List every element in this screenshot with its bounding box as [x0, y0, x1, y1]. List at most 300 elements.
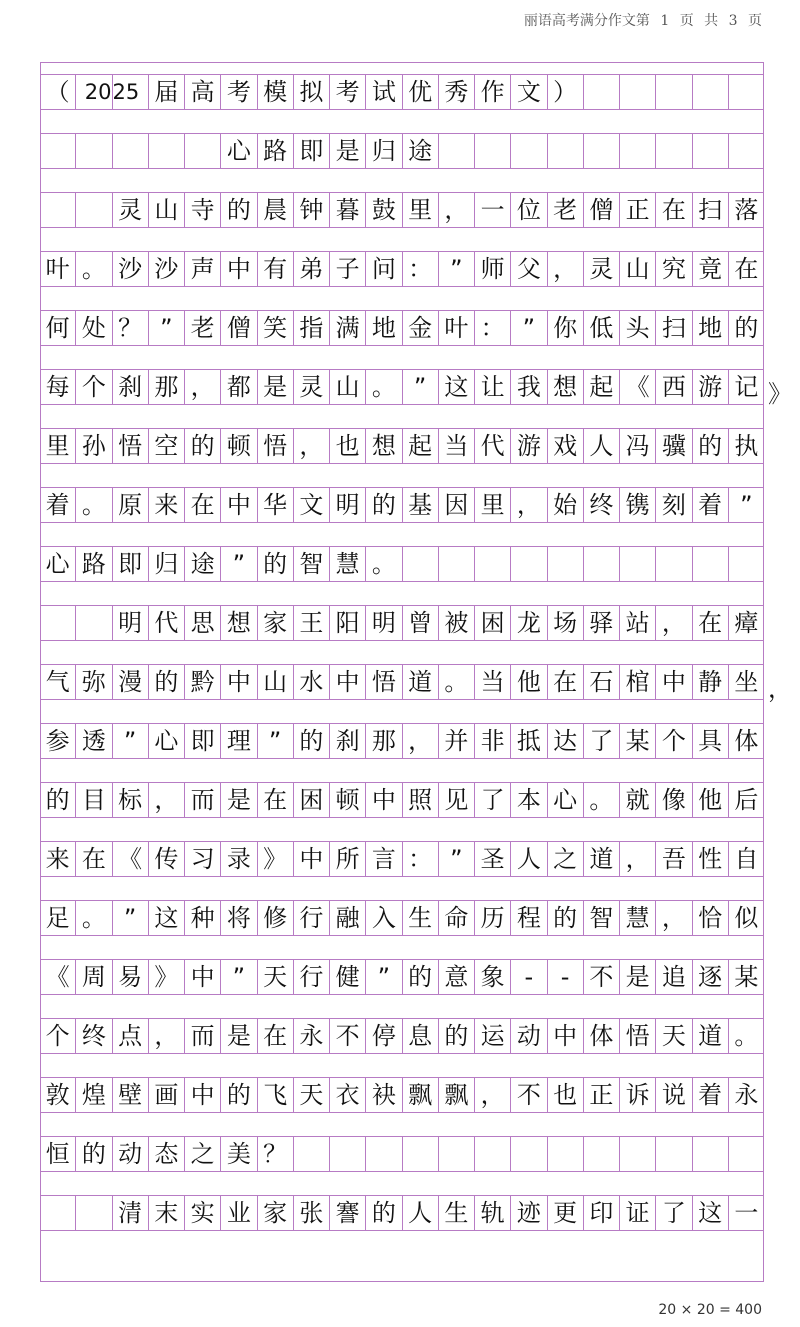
grid-cell: 运	[474, 1019, 510, 1053]
overflow-punctuation: 》	[768, 380, 792, 408]
grid-cell: 坐	[728, 665, 764, 699]
grid-cell: 文	[510, 75, 546, 109]
grid-cell: 》	[148, 960, 184, 994]
grid-cell: 印	[583, 1196, 619, 1230]
grid-cell: 诉	[619, 1078, 655, 1112]
grid-cell: 山	[619, 252, 655, 286]
grid-cell: 头	[619, 311, 655, 345]
grid-cell: 起	[402, 429, 438, 463]
grid-cell: 是	[329, 134, 365, 168]
grid-cell: 明	[112, 606, 148, 640]
grid-cell: 业	[220, 1196, 256, 1230]
grid-cell: 了	[655, 1196, 691, 1230]
grid-cell: 家	[257, 606, 293, 640]
grid-cell: 在	[257, 1019, 293, 1053]
grid-cell: 僧	[583, 193, 619, 227]
grid-cell: 飘	[438, 1078, 474, 1112]
grid-row	[40, 546, 764, 582]
grid-cell: ”	[510, 311, 546, 345]
grid-cell: 钟	[293, 193, 329, 227]
grid-cell: 易	[112, 960, 148, 994]
grid-cell: 的	[184, 429, 220, 463]
grid-cell: 言	[365, 842, 401, 876]
grid-cell: ）	[547, 75, 583, 109]
grid-cell: 灵	[293, 370, 329, 404]
grid-cell: 是	[220, 783, 256, 817]
empty-grid-cell	[510, 134, 546, 168]
grid-cell: 沙	[112, 252, 148, 286]
grid-row	[40, 959, 764, 995]
series-title: 丽语高考满分作文	[523, 13, 636, 29]
grid-cell: 了	[474, 783, 510, 817]
grid-row	[40, 841, 764, 877]
grid-row	[40, 369, 792, 408]
grid-cell: 届	[148, 75, 184, 109]
grid-cell: 的	[365, 1196, 401, 1230]
grid-cell: 道	[583, 842, 619, 876]
grid-cell: 程	[510, 901, 546, 935]
grid-cell: 中	[329, 665, 365, 699]
grid-cell: 智	[583, 901, 619, 935]
grid-cell: ？	[112, 311, 148, 345]
empty-grid-cell	[728, 75, 764, 109]
empty-grid-cell	[547, 547, 583, 581]
grid-cell: 驿	[583, 606, 619, 640]
grid-cell: 处	[75, 311, 111, 345]
grid-cell: 这	[438, 370, 474, 404]
grid-cell: 也	[547, 1078, 583, 1112]
grid-cell: 壁	[112, 1078, 148, 1112]
grid-cell: ，	[293, 429, 329, 463]
grid-cell: ，	[438, 193, 474, 227]
grid-cell: 的	[220, 193, 256, 227]
grid-cell: 拟	[293, 75, 329, 109]
grid-cell: 让	[474, 370, 510, 404]
grid-cell: 是	[619, 960, 655, 994]
empty-grid-cell	[619, 1137, 655, 1171]
empty-grid-cell	[40, 193, 75, 227]
grid-cell: 那	[148, 370, 184, 404]
grid-cell: 游	[510, 429, 546, 463]
page-header	[518, 10, 762, 30]
grid-cell: 慧	[329, 547, 365, 581]
grid-cell: 叶	[45, 255, 70, 283]
grid-cell: ：	[474, 311, 510, 345]
grid-cell: 着	[692, 488, 728, 522]
grid-cell: ”	[112, 901, 148, 935]
grid-cell: 中	[220, 665, 256, 699]
total-prefix: 共	[704, 13, 719, 29]
grid-row	[40, 1077, 764, 1113]
grid-cell: 中	[220, 252, 256, 286]
grid-cell: 。	[75, 901, 111, 935]
grid-cell: 的	[257, 547, 293, 581]
grid-row	[40, 428, 764, 464]
grid-cell: 究	[655, 252, 691, 286]
grid-cell: 天	[257, 960, 293, 994]
grid-cell: 的	[148, 665, 184, 699]
grid-cell: 。	[365, 370, 401, 404]
empty-grid-cell	[655, 547, 691, 581]
empty-grid-cell	[402, 547, 438, 581]
empty-grid-cell	[510, 547, 546, 581]
grid-cell: 在	[692, 606, 728, 640]
grid-cell: 历	[474, 901, 510, 935]
grid-cell: 终	[75, 1019, 111, 1053]
grid-cell: 在	[184, 488, 220, 522]
grid-cell: 足	[45, 904, 70, 932]
page-unit: 页	[679, 13, 694, 29]
grid-row	[40, 1136, 764, 1172]
grid-cell: 抵	[510, 724, 546, 758]
grid-cell: 传	[148, 842, 184, 876]
grid-cell: 飞	[257, 1078, 293, 1112]
grid-cell: 地	[365, 311, 401, 345]
grid-cell: 敦	[45, 1081, 70, 1109]
grid-row	[40, 487, 764, 523]
grid-cell: 之	[547, 842, 583, 876]
grid-cell: 迹	[510, 1196, 546, 1230]
grid-cell: 的	[220, 1078, 256, 1112]
grid-cell: 行	[293, 960, 329, 994]
grid-cell: 态	[148, 1137, 184, 1171]
grid-cell: 动	[112, 1137, 148, 1171]
empty-grid-cell	[547, 134, 583, 168]
grid-cell: 心	[148, 724, 184, 758]
grid-cell: 刹	[112, 370, 148, 404]
grid-cell: ，	[547, 252, 583, 286]
empty-grid-cell	[184, 134, 220, 168]
grid-cell: 将	[220, 901, 256, 935]
grid-cell: 中	[184, 960, 220, 994]
grid-cell: 在	[547, 665, 583, 699]
grid-cell: 沙	[148, 252, 184, 286]
grid-cell: 里	[402, 193, 438, 227]
empty-grid-cell	[293, 1137, 329, 1171]
grid-cell: 意	[438, 960, 474, 994]
grid-cell: 美	[220, 1137, 256, 1171]
grid-cell: 证	[619, 1196, 655, 1230]
empty-grid-cell	[75, 1196, 111, 1230]
grid-cell: 落	[728, 193, 764, 227]
grid-cell: 着	[692, 1078, 728, 1112]
grid-cell: 山	[148, 193, 184, 227]
grid-cell: 在	[655, 193, 691, 227]
grid-cell: 达	[547, 724, 583, 758]
empty-grid-cell	[402, 1137, 438, 1171]
grid-cell: 更	[547, 1196, 583, 1230]
grid-cell: 所	[329, 842, 365, 876]
grid-cell: 照	[402, 783, 438, 817]
empty-grid-cell	[438, 1137, 474, 1171]
grid-cell: 山	[257, 665, 293, 699]
grid-cell: 。	[365, 547, 401, 581]
grid-cell: 子	[329, 252, 365, 286]
grid-cell: 清	[112, 1196, 148, 1230]
grid-cell: 西	[655, 370, 691, 404]
grid-cell: 阳	[329, 606, 365, 640]
grid-cell: 种	[184, 901, 220, 935]
grid-cell: ”	[365, 960, 401, 994]
grid-cell: 道	[402, 665, 438, 699]
grid-size-label: 20 × 20 = 400	[658, 1302, 762, 1318]
grid-cell: 謇	[329, 1196, 365, 1230]
grid-cell: 途	[402, 134, 438, 168]
grid-cell: 着	[45, 491, 70, 519]
grid-cell: 水	[293, 665, 329, 699]
grid-cell: 秀	[438, 75, 474, 109]
empty-grid-cell	[365, 1137, 401, 1171]
grid-cell: 场	[547, 606, 583, 640]
grid-cell: 顿	[329, 783, 365, 817]
grid-cell: 刹	[329, 724, 365, 758]
grid-cell: 你	[547, 311, 583, 345]
grid-row	[40, 605, 764, 641]
grid-cell: 路	[75, 547, 111, 581]
grid-cell: 。	[75, 252, 111, 286]
grid-cell: 僧	[220, 311, 256, 345]
grid-cell: 习	[184, 842, 220, 876]
empty-grid-cell	[329, 1137, 365, 1171]
grid-cell: 见	[438, 783, 474, 817]
grid-cell: 像	[655, 783, 691, 817]
grid-cell: 修	[257, 901, 293, 935]
empty-grid-cell	[112, 134, 148, 168]
grid-cell: 的	[365, 488, 401, 522]
grid-cell: 追	[655, 960, 691, 994]
grid-cell: 中	[220, 488, 256, 522]
empty-grid-cell	[619, 75, 655, 109]
grid-cell: 竟	[692, 252, 728, 286]
grid-cell: 中	[184, 1078, 220, 1112]
grid-cell: 想	[365, 429, 401, 463]
grid-cell: 而	[184, 1019, 220, 1053]
grid-cell: 的	[45, 786, 70, 814]
grid-cell: 非	[474, 724, 510, 758]
grid-cell: ，	[148, 1019, 184, 1053]
grid-cell: 的	[728, 311, 764, 345]
grid-cell: 想	[547, 370, 583, 404]
grid-cell: 满	[329, 311, 365, 345]
total-pages: 3	[728, 13, 738, 29]
grid-cell: 动	[510, 1019, 546, 1053]
empty-grid-cell	[75, 606, 111, 640]
grid-cell: 正	[619, 193, 655, 227]
grid-cell: 道	[692, 1019, 728, 1053]
grid-cell: 始	[547, 488, 583, 522]
grid-cell: 心	[220, 134, 256, 168]
grid-cell: ”	[402, 370, 438, 404]
grid-cell: 归	[148, 547, 184, 581]
empty-grid-cell	[655, 75, 691, 109]
empty-grid-cell	[728, 1137, 764, 1171]
grid-cell: 是	[257, 370, 293, 404]
grid-cell: 的	[75, 1137, 111, 1171]
grid-cell: 考	[220, 75, 256, 109]
grid-cell: 袂	[365, 1078, 401, 1112]
empty-grid-cell	[692, 1137, 728, 1171]
grid-cell: ，	[402, 724, 438, 758]
grid-cell: 老	[184, 311, 220, 345]
empty-grid-cell	[692, 134, 728, 168]
grid-cell: 说	[655, 1078, 691, 1112]
grid-cell: 标	[112, 783, 148, 817]
page-number: 1	[660, 13, 670, 29]
grid-cell: 录	[220, 842, 256, 876]
grid-cell: 永	[728, 1078, 764, 1112]
grid-cell: 声	[184, 252, 220, 286]
grid-cell: 而	[184, 783, 220, 817]
grid-cell: 灵	[112, 193, 148, 227]
grid-cell: （	[45, 78, 70, 106]
grid-cell: 扫	[692, 193, 728, 227]
grid-cell: 自	[728, 842, 764, 876]
grid-cell: 体	[728, 724, 764, 758]
grid-cell: 途	[184, 547, 220, 581]
grid-row	[40, 723, 764, 759]
page-prefix: 第	[635, 13, 650, 29]
grid-cell: 悟	[257, 429, 293, 463]
grid-cell: 指	[293, 311, 329, 345]
grid-cell: 龙	[510, 606, 546, 640]
grid-cell: 。	[728, 1019, 764, 1053]
grid-cell: 路	[257, 134, 293, 168]
grid-cell: 山	[329, 370, 365, 404]
empty-grid-cell	[583, 134, 619, 168]
grid-cell: ，	[184, 370, 220, 404]
grid-cell: 停	[365, 1019, 401, 1053]
grid-cell: 来	[45, 845, 70, 873]
grid-cell: 。	[438, 665, 474, 699]
empty-grid-cell	[583, 547, 619, 581]
grid-cell: 性	[692, 842, 728, 876]
grid-cell: 煌	[75, 1078, 111, 1112]
grid-cell: 25	[112, 75, 148, 109]
grid-cell: ”	[148, 311, 184, 345]
grid-cell: 困	[474, 606, 510, 640]
grid-cell: 融	[329, 901, 365, 935]
grid-cell: 低	[583, 311, 619, 345]
grid-row	[40, 782, 764, 818]
grid-cell: 人	[510, 842, 546, 876]
grid-cell: ”	[438, 252, 474, 286]
empty-grid-cell	[40, 134, 75, 168]
grid-cell: 智	[293, 547, 329, 581]
grid-cell: 健	[329, 960, 365, 994]
grid-cell: 气	[45, 668, 70, 696]
grid-cell: 不	[329, 1019, 365, 1053]
grid-cell: 理	[220, 724, 256, 758]
grid-cell: ，	[619, 842, 655, 876]
empty-grid-cell	[474, 134, 510, 168]
grid-cell: 我	[510, 370, 546, 404]
grid-cell: 瘴	[728, 606, 764, 640]
grid-cell: 灵	[583, 252, 619, 286]
empty-grid-cell	[692, 75, 728, 109]
grid-cell: 恰	[692, 901, 728, 935]
grid-cell: ？	[257, 1137, 293, 1171]
empty-grid-cell	[40, 606, 75, 640]
grid-cell: 孙	[75, 429, 111, 463]
grid-cell: 那	[365, 724, 401, 758]
grid-cell: 石	[583, 665, 619, 699]
empty-grid-cell	[510, 1137, 546, 1171]
grid-cell: 棺	[619, 665, 655, 699]
grid-cell: 王	[293, 606, 329, 640]
grid-cell: 站	[619, 606, 655, 640]
empty-grid-cell	[655, 1137, 691, 1171]
grid-cell: 20	[75, 75, 111, 109]
grid-cell: 《	[45, 963, 70, 991]
grid-cell: 恒	[45, 1140, 70, 1168]
grid-cell: 里	[45, 432, 70, 460]
grid-cell: 某	[619, 724, 655, 758]
grid-cell: 的	[692, 429, 728, 463]
grid-cell: 慧	[619, 901, 655, 935]
grid-cell: -	[510, 960, 546, 994]
grid-cell: 漫	[112, 665, 148, 699]
grid-cell: 入	[365, 901, 401, 935]
grid-cell: 困	[293, 783, 329, 817]
grid-cell: ：	[402, 842, 438, 876]
grid-cell: 行	[293, 901, 329, 935]
grid-cell: 他	[510, 665, 546, 699]
grid-row	[40, 1018, 764, 1054]
grid-cell: 代	[148, 606, 184, 640]
grid-cell: 来	[148, 488, 184, 522]
grid-cell: 不	[510, 1078, 546, 1112]
grid-cell: 起	[583, 370, 619, 404]
grid-cell: 晨	[257, 193, 293, 227]
grid-row	[40, 74, 764, 110]
grid-row	[40, 192, 764, 228]
grid-cell: ”	[257, 724, 293, 758]
total-unit: 页	[748, 13, 762, 29]
grid-cell: 何	[45, 314, 70, 342]
grid-cell: 即	[184, 724, 220, 758]
grid-cell: 具	[692, 724, 728, 758]
grid-cell: 家	[257, 1196, 293, 1230]
grid-cell: 刻	[655, 488, 691, 522]
grid-cell: 人	[583, 429, 619, 463]
grid-row	[40, 310, 764, 346]
grid-cell: 曾	[402, 606, 438, 640]
grid-cell: 某	[728, 960, 764, 994]
grid-cell: 戏	[547, 429, 583, 463]
grid-cell: 悟	[619, 1019, 655, 1053]
grid-cell: 息	[402, 1019, 438, 1053]
grid-cell: 有	[257, 252, 293, 286]
grid-cell: 文	[293, 488, 329, 522]
grid-cell: 逐	[692, 960, 728, 994]
grid-cell: 里	[474, 488, 510, 522]
empty-grid-cell	[75, 193, 111, 227]
grid-cell: 人	[402, 1196, 438, 1230]
grid-cell: 生	[402, 901, 438, 935]
empty-grid-cell	[655, 134, 691, 168]
grid-cell: 问	[365, 252, 401, 286]
grid-cell: 并	[438, 724, 474, 758]
empty-grid-cell	[583, 1137, 619, 1171]
grid-cell: 代	[474, 429, 510, 463]
grid-cell: 悟	[365, 665, 401, 699]
grid-cell: 吾	[655, 842, 691, 876]
grid-cell: 黔	[184, 665, 220, 699]
grid-cell: 的	[402, 960, 438, 994]
grid-cell: 镌	[619, 488, 655, 522]
grid-cell: 了	[583, 724, 619, 758]
grid-cell: 原	[112, 488, 148, 522]
